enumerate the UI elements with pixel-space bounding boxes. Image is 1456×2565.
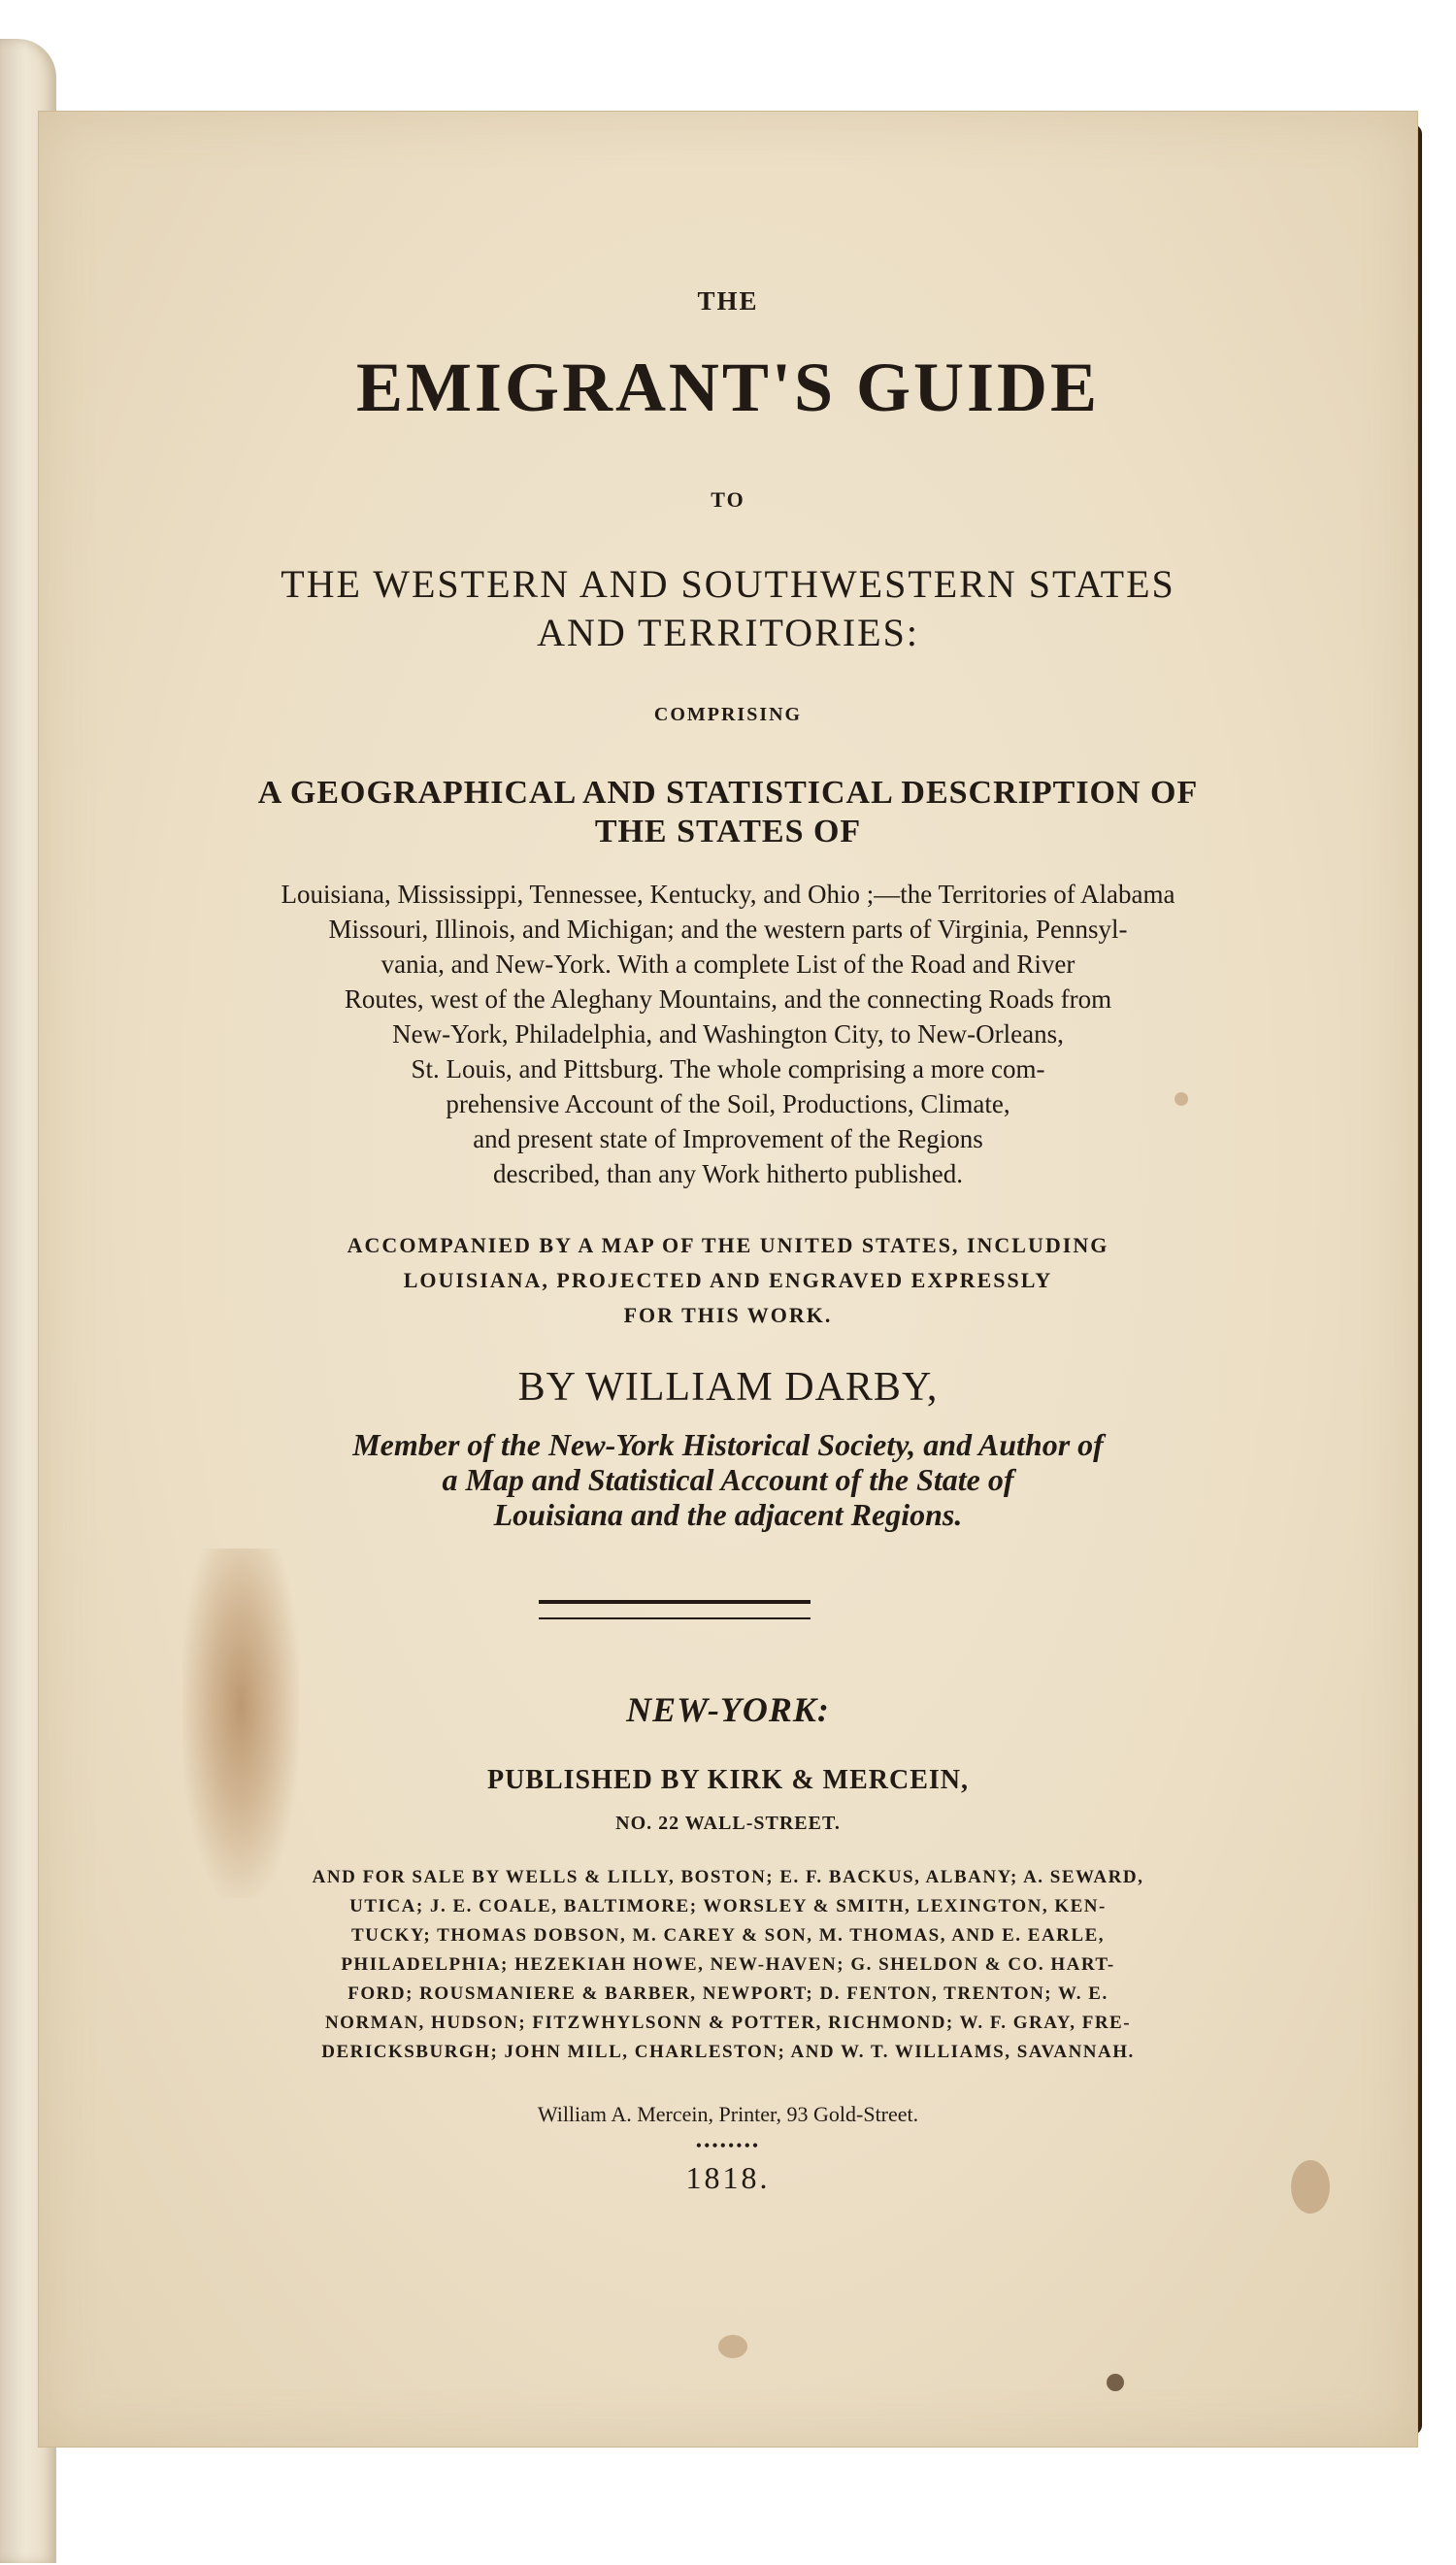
map-note-line: FOR THIS WORK. [623, 1303, 833, 1327]
description-line: and present state of Improvement of the Regions [473, 1124, 983, 1153]
author-byline: BY WILLIAM DARBY, [517, 1365, 939, 1410]
booksellers-line: AND FOR SALE BY WELLS & LILLY, BOSTON; E. F. BACKUS, ALBANY; A. SEWARD, [312, 1867, 1144, 1887]
publisher-address: NO. 22 WALL-STREET. [615, 1813, 841, 1834]
subtitle-line-2: AND TERRITORIES: [537, 611, 919, 654]
author-credentials-line: Member of the New-York Historical Society, and Author of [352, 1427, 1104, 1462]
booksellers-line: UTICA; J. E. COALE, BALTIMORE; WORSLEY & SMITH, LEXINGTON, KEN- [349, 1896, 1107, 1916]
map-note-line: LOUISIANA, PROJECTED AND ENGRAVED EXPRESSLY [403, 1268, 1053, 1292]
description-line: described, than any Work hitherto published. [493, 1159, 963, 1188]
description-line: Missouri, Illinois, and Michigan; and the western parts of Virginia, Pennsyl- [328, 915, 1128, 944]
booksellers-line: PHILADELPHIA; HEZEKIAH HOWE, NEW-HAVEN; G. SHELDON & CO. HART- [341, 1954, 1115, 1975]
printer-line: William A. Mercein, Printer, 93 Gold-Street. [537, 2102, 919, 2126]
booksellers-line: DERICKSBURGH; JOHN MILL, CHARLESTON; AND W. T. WILLIAMS, SAVANNAH. [321, 2042, 1135, 2062]
map-note-line: ACCOMPANIED BY A MAP OF THE UNITED STATES, INCLUDING [347, 1233, 1109, 1257]
author-credentials-line: Louisiana and the adjacent Regions. [493, 1497, 963, 1532]
ornamental-dots: •••••••• [695, 2136, 761, 2155]
description-heading-2: THE STATES OF [594, 814, 862, 849]
subtitle-line-1: THE WESTERN AND SOUTHWESTERN STATES [281, 562, 1175, 606]
title-article: THE [697, 286, 759, 316]
author-credentials-line: a Map and Statistical Account of the State of [442, 1462, 1014, 1497]
foxing-spot [718, 2335, 747, 2358]
imprint-city: NEW-YORK: [626, 1690, 830, 1729]
foxing-spot [1107, 2374, 1124, 2391]
description-line: New-York, Philadelphia, and Washington City, to New-Orleans, [392, 1019, 1064, 1049]
comprising-label: COMPRISING [653, 704, 803, 725]
double-rule-divider [539, 1600, 811, 1619]
description-line: Routes, west of the Aleghany Mountains, and the connecting Roads from [344, 984, 1112, 1014]
description-line: prehensive Account of the Soil, Productions, Climate, [446, 1089, 1010, 1118]
booksellers-line: NORMAN, HUDSON; FITZWHYLSONN & POTTER, RICHMOND; W. F. GRAY, FRE- [324, 2013, 1132, 2033]
book-title: EMIGRANT'S GUIDE [355, 349, 1101, 426]
description-heading-1: A GEOGRAPHICAL AND STATISTICAL DESCRIPTION OF [257, 775, 1199, 811]
description-line: Louisiana, Mississippi, Tennessee, Kentucky, and Ohio ;—the Territories of Alabama [281, 880, 1175, 909]
description-line: vania, and New-York. With a complete List of the Road and River [381, 949, 1075, 979]
booksellers-line: TUCKY; THOMAS DOBSON, M. CAREY & SON, M. THOMAS, AND E. EARLE, [350, 1925, 1106, 1946]
publisher-line: PUBLISHED BY KIRK & MERCEIN, [486, 1765, 969, 1795]
title-preposition: TO [711, 487, 745, 512]
description-line: St. Louis, and Pittsburg. The whole comprising a more com- [411, 1054, 1045, 1083]
booksellers-line: FORD; ROUSMANIERE & BARBER, NEWPORT; D. FENTON, TRENTON; W. E. [347, 1983, 1109, 2004]
publication-year: 1818. [685, 2160, 771, 2195]
